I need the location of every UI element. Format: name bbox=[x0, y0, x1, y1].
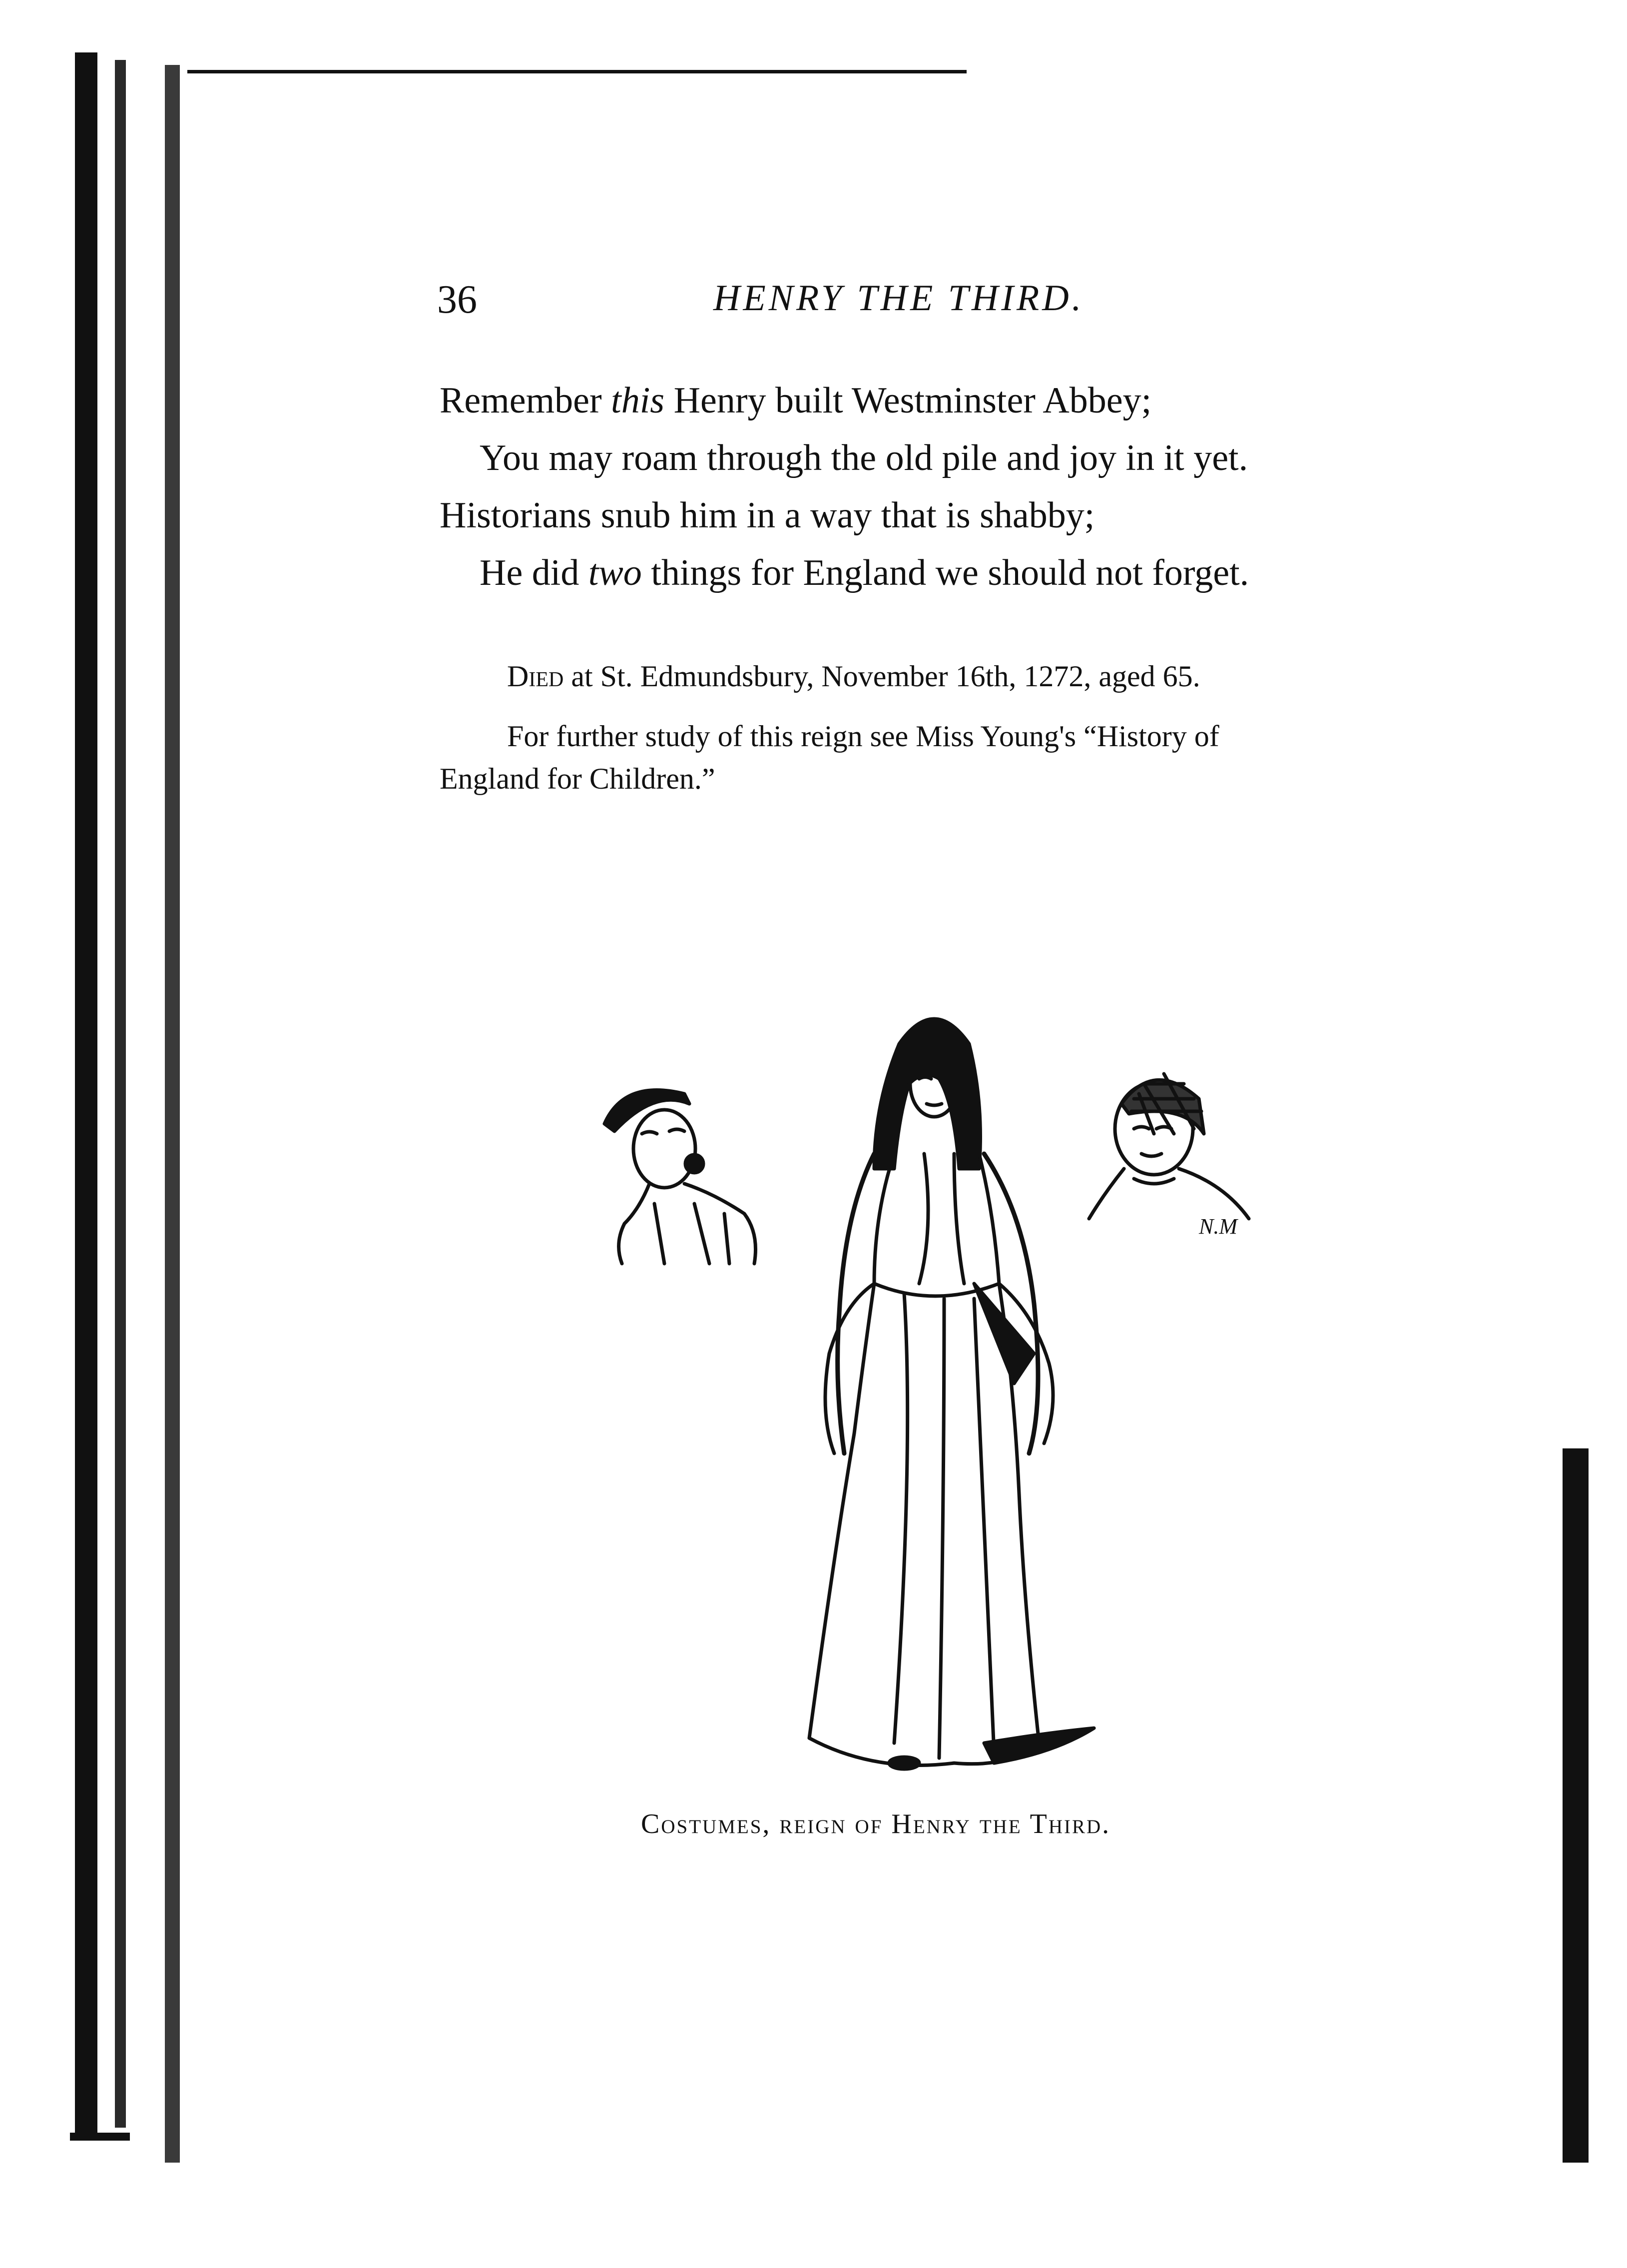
left-figure-head bbox=[604, 1090, 756, 1264]
further-study-line-1: For further study of this reign see Miss Young's “History of bbox=[507, 720, 1219, 753]
poem-line-1-end: Henry built Westminster Abbey; bbox=[664, 380, 1152, 421]
poem-emphasis-two: two bbox=[588, 552, 642, 593]
page-top-rule bbox=[187, 70, 967, 73]
poem-line-3: Historians snub him in a way that is shabby; bbox=[440, 495, 1095, 536]
figure-caption: Costumes, reign of Henry the Third. bbox=[641, 1809, 1111, 1839]
poem-line-4-start: He did bbox=[480, 552, 588, 593]
death-label: Died bbox=[507, 660, 564, 693]
running-title: HENRY THE THIRD. bbox=[713, 278, 1085, 319]
scan-edge-left bbox=[75, 52, 97, 2140]
death-note bbox=[507, 659, 1200, 694]
scan-edge-right bbox=[1563, 1448, 1589, 2163]
scan-edge-left-shadow bbox=[165, 65, 180, 2163]
right-figure-head bbox=[1089, 1074, 1249, 1219]
poem-line-1 bbox=[440, 380, 1151, 422]
scan-edge-left-inner bbox=[115, 60, 126, 2128]
costume-illustration bbox=[594, 1004, 1279, 1788]
page-number: 36 bbox=[437, 278, 477, 322]
poem-line-1-start: Remember bbox=[440, 380, 611, 421]
death-details: at St. Edmundsbury, November 16th, 1272, aged 65. bbox=[563, 660, 1200, 693]
poem-line-4-end: things for England we should not forget. bbox=[641, 552, 1249, 593]
poem-line-4 bbox=[480, 552, 1249, 594]
further-study-line-2: England for Children.” bbox=[440, 762, 715, 795]
poem-line-2: You may roam through the old pile and joy in it yet. bbox=[480, 438, 1248, 478]
artist-signature: N.M bbox=[1199, 1214, 1237, 1239]
poem-emphasis-this: this bbox=[611, 380, 665, 421]
scan-foot-mark bbox=[70, 2133, 130, 2141]
central-standing-figure bbox=[809, 1019, 1094, 1769]
